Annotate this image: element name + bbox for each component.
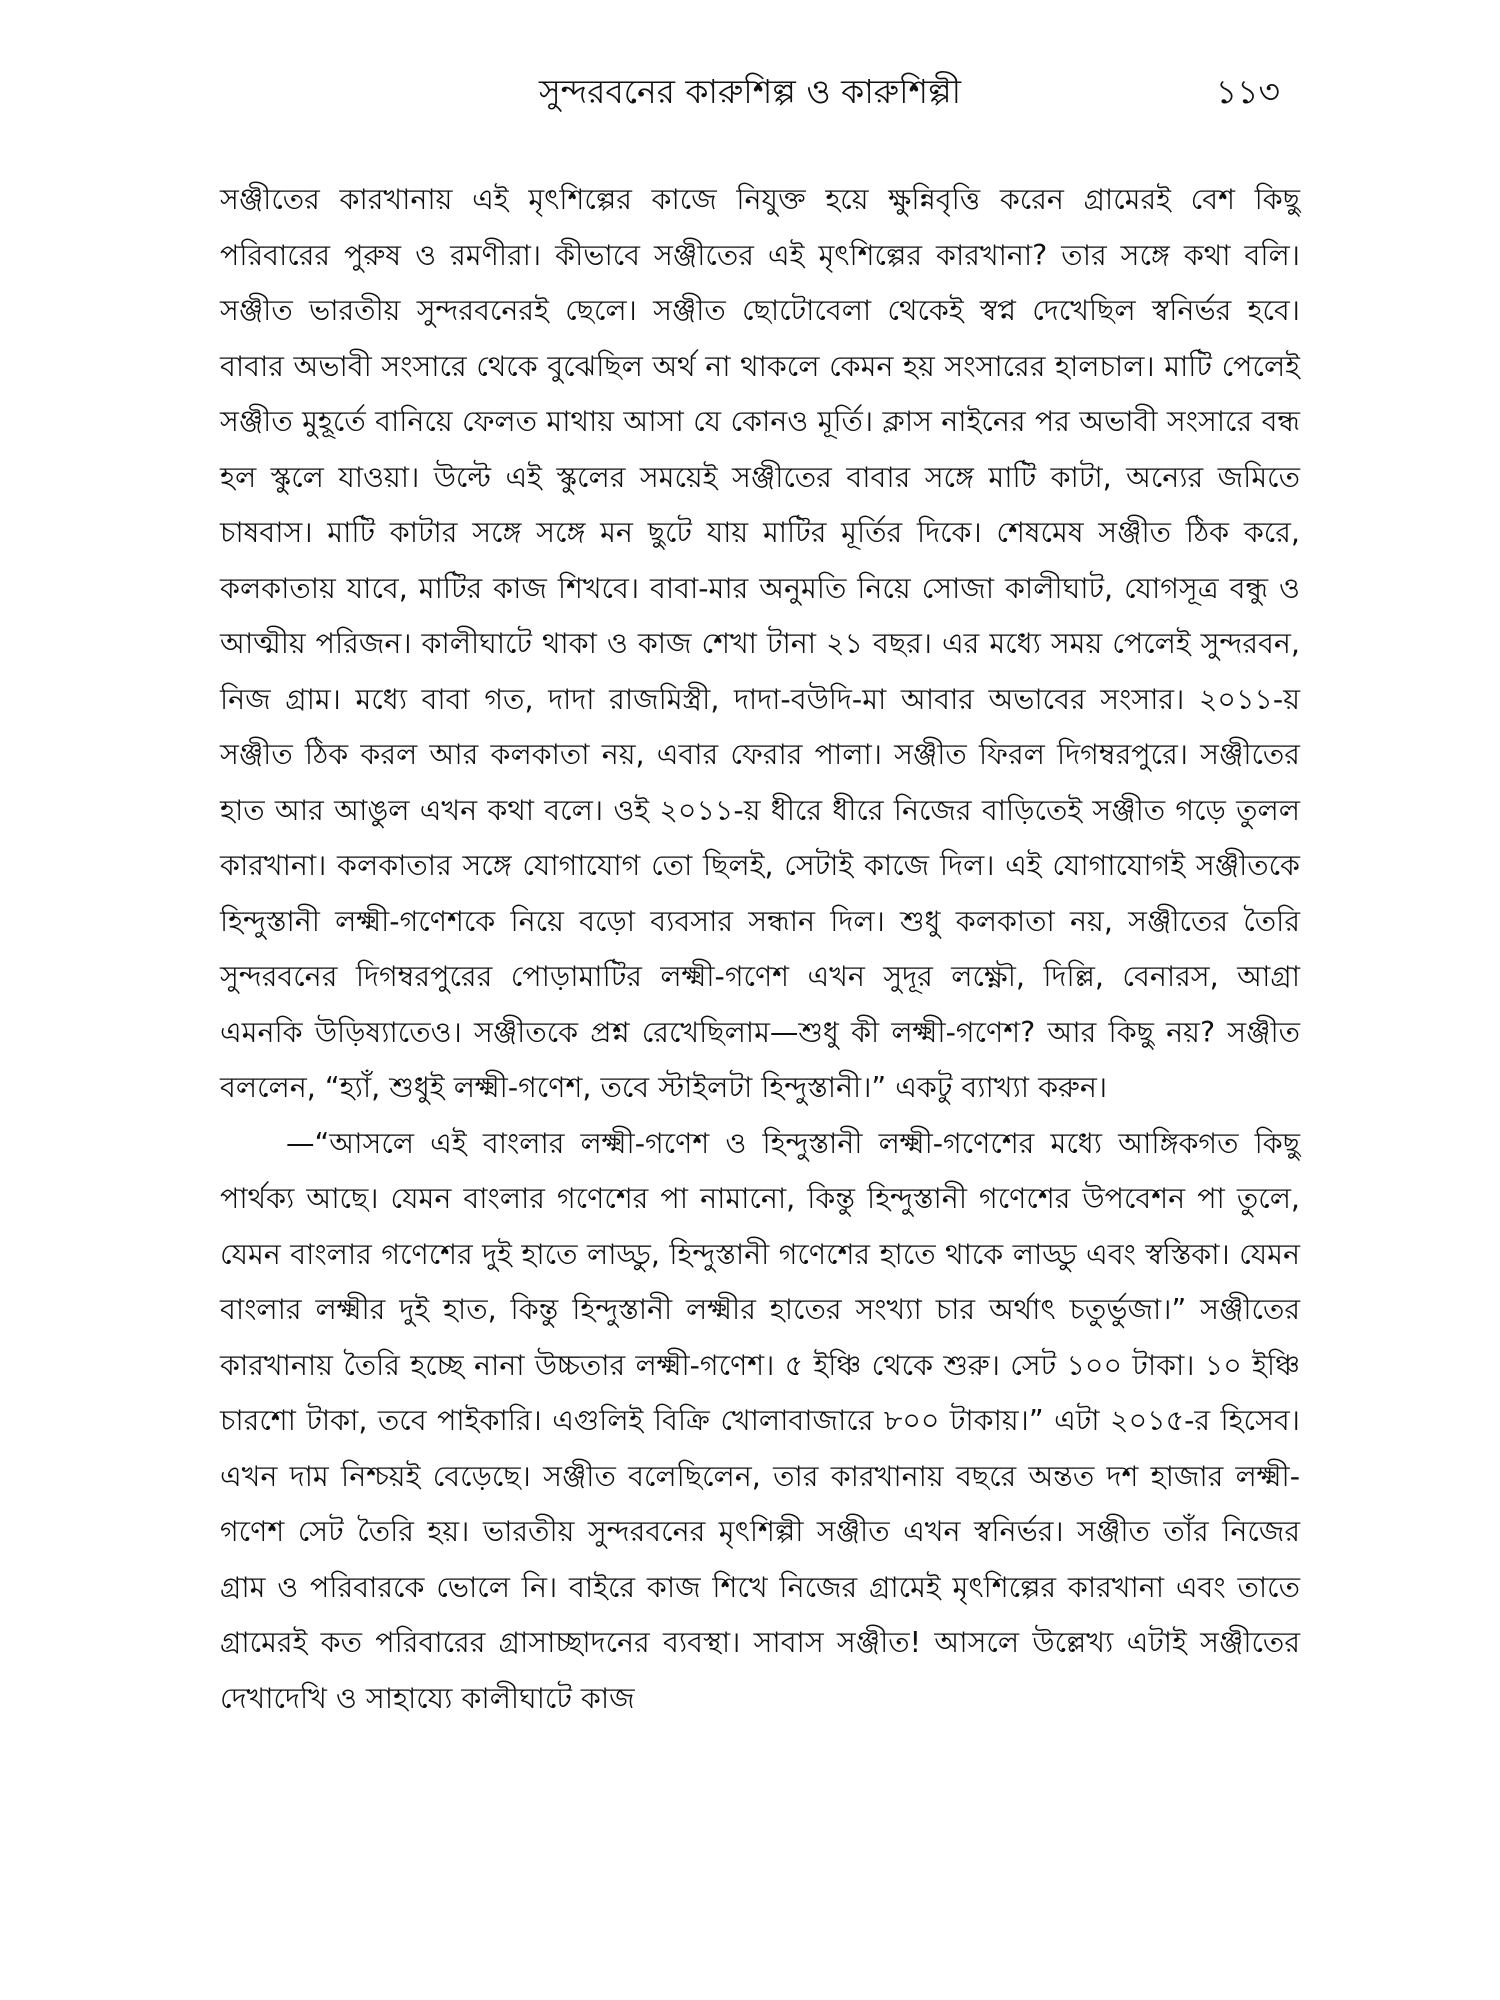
paragraph: সঞ্জীতের কারখানায় এই মৃৎশিল্পের কাজে নিযুক্ত হয়ে ক্ষুন্নিবৃত্তি করেন গ্রামেরই বেশ কিছু পরিবারের পুরুষ ও রমণীরা। কীভাবে সঞ্জীতের এই মৃৎশিল্পের কারখানা? তার সঙ্গে কথা বলি। সঞ্জীত ভারতীয় সুন্দরবনেরই ছেলে। সঞ্জীত ছোটোবেলা থেকেই স্বপ্ন দেখেছিল স্বনির্ভর হবে। বাবার অভাবী সংসারে থেকে বুঝেছিল অর্থ না থাকলে কেমন হয় সংসারের হালচাল। মাটি পেলেই সঞ্জীত মুহূর্তে বানিয়ে ফেলত মাথায় আসা যে কোনও মূর্তি। ক্লাস নাইনের পর অভাবী সংসারে বন্ধ হল স্কুলে যাওয়া। উল্টে এই স্কুলের সময়েই সঞ্জীতের বাবার সঙ্গে মাটি কাটা, অন্যের জমিতে চাষবাস। মাটি কাটার সঙ্গে সঙ্গে মন ছুটে যায় মাটির মূর্তির দিকে। শেষমেষ সঞ্জীত ঠিক করে, কলকাতায় যাবে, মাটির কাজ শিখবে। বাবা-মার অনুমতি নিয়ে সোজা কালীঘাট, যোগসূত্র বন্ধু ও আত্মীয় পরিজন। কালীঘাটে থাকা ও কাজ শেখা টানা ২১ বছর। এর মধ্যে সময় পেলেই সুন্দরবন, নিজ গ্রাম। মধ্যে বাবা গত, দাদা রাজমিস্ত্রী, দাদা-বউদি-মা আবার অভাবের সংসার। ২০১১-য় সঞ্জীত ঠিক করল আর কলকাতা নয়, এবার ফেরার পালা। সঞ্জীত ফিরল দিগম্বরপুরে। সঞ্জীতের হাত আর আঙুল এখন কথা বলে। ওই ২০১১-য় ধীরে ধীরে নিজের বাড়িতেই সঞ্জীত গড়ে তুলল কারখানা। কলকাতার সঙ্গে যোগাযোগ তো ছিলই, সেটাই কাজে দিল। এই যোগাযোগই সঞ্জীতকে হিন্দুস্তানী লক্ষ্মী-গণেশকে নিয়ে বড়ো ব্যবসার সন্ধান দিল। শুধু কলকাতা নয়, সঞ্জীতের তৈরি সুন্দরবনের দিগম্বরপুরের পোড়ামাটির লক্ষ্মী-গণেশ এখন সুদূর লক্ষ্ণৌ, দিল্লি, বেনারস, আগ্রা এমনকি উড়িষ্যাতেও। সঞ্জীতকে প্রশ্ন রেখেছিলাম—শুধু কী লক্ষ্মী-গণেশ? আর কিছু নয়? সঞ্জীত বললেন, “হ্যাঁ, শুধুই লক্ষ্মী-গণেশ, তবে স্টাইলটা হিন্দুস্তানী।” একটু ব্যাখ্যা করুন। xyxy=(220,183,1300,1104)
paragraph: —“আসলে এই বাংলার লক্ষ্মী-গণেশ ও হিন্দুস্তানী লক্ষ্মী-গণেশের মধ্যে আঙ্গিকগত কিছু পার্থক্য আছে। যেমন বাংলার গণেশের পা নামানো, কিন্তু হিন্দুস্তানী গণেশের উপবেশন পা তুলে, যেমন বাংলার গণেশের দুই হাতে লাড্ডু, হিন্দুস্তানী গণেশের হাতে থাকে লাড্ডু এবং স্বস্তিকা। যেমন বাংলার লক্ষ্মীর দুই হাত, কিন্তু হিন্দুস্তানী লক্ষ্মীর হাতের সংখ্যা চার অর্থাৎ চতুর্ভুজা।” সঞ্জীতের কারখানায় তৈরি হচ্ছে নানা উচ্চতার লক্ষ্মী-গণেশ। ৫ ইঞ্চি থেকে শুরু। সেট ১০০ টাকা। ১০ ইঞ্চি চারশো টাকা, তবে পাইকারি। এগুলিই বিক্রি খোলাবাজারে ৮০০ টাকায়।” এটা ২০১৫-র হিসেব। এখন দাম নিশ্চয়ই বেড়েছে। সঞ্জীত বলেছিলেন, তার কারখানায় বছরে অন্তত দশ হাজার লক্ষ্মী-গণেশ সেট তৈরি হয়। ভারতীয় সুন্দরবনের মৃৎশিল্পী সঞ্জীত এখন স্বনির্ভর। সঞ্জীত তাঁর নিজের গ্রাম ও পরিবারকে ভোলে নি। বাইরে কাজ শিখে নিজের গ্রামেই মৃৎশিল্পের কারখানা এবং তাতে গ্রামেরই কত পরিবারের গ্রাসাচ্ছাদনের ব্যবস্থা। সাবাস সঞ্জীত! আসলে উল্লেখ্য এটাই সঞ্জীতের দেখাদেখি ও সাহায্যে কালীঘাটে কাজ xyxy=(220,1126,1300,1715)
running-header-title: সুন্দরবনের কারুশিল্প ও কারুশিল্পী xyxy=(538,72,962,111)
body-text xyxy=(220,172,1300,1726)
page-number: ১১৩ xyxy=(1215,72,1280,111)
